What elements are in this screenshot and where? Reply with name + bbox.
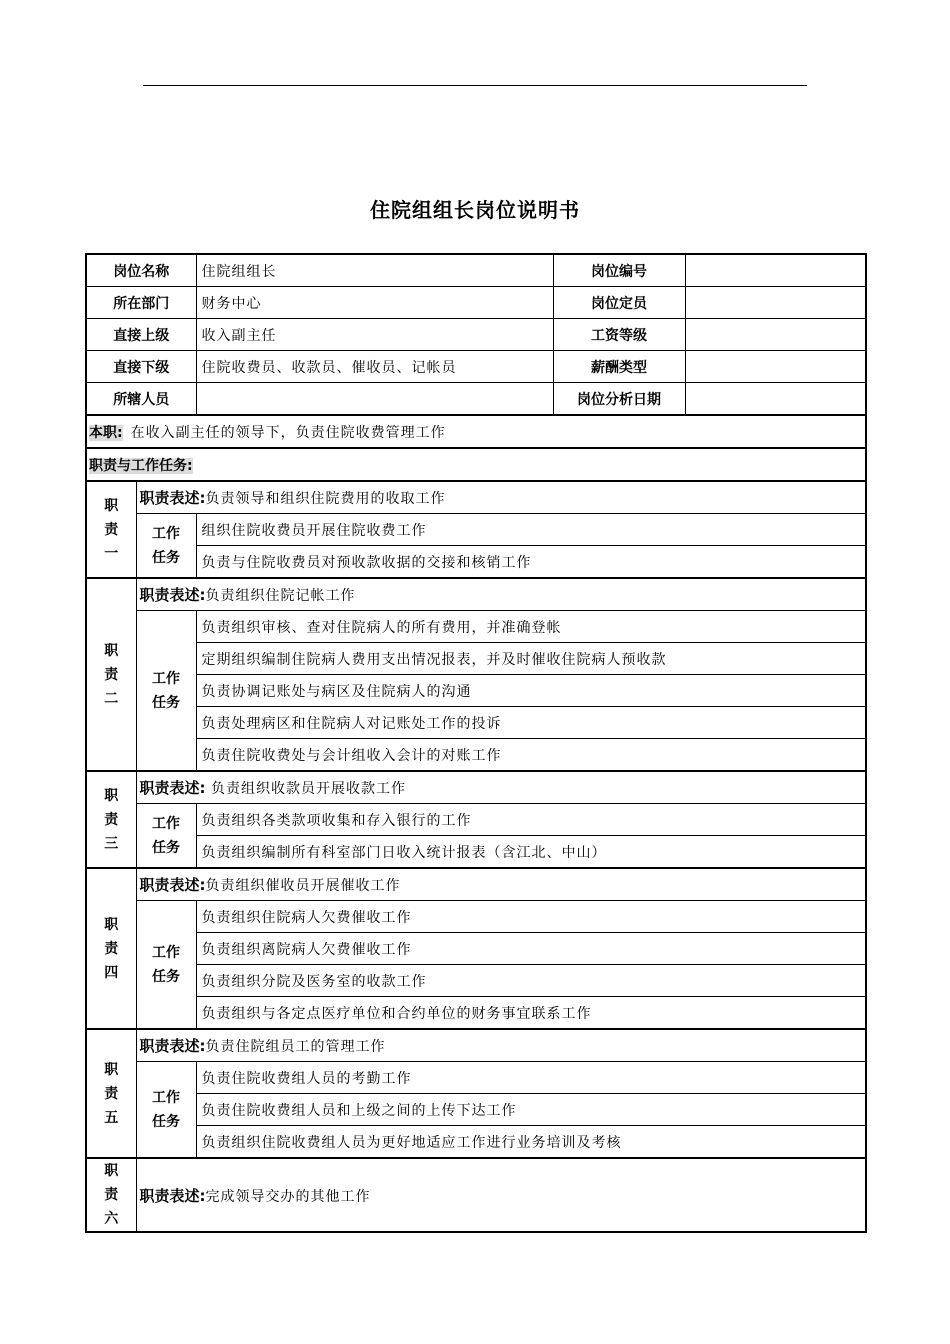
task-item: 负责处理病区和住院病人对记账处工作的投诉 (196, 707, 866, 739)
task-row (86, 965, 866, 997)
task-item: 负责协调记账处与病区及住院病人的沟通 (196, 675, 866, 707)
duties-header-row (86, 448, 866, 481)
info-row (86, 383, 866, 416)
duty-statement (136, 481, 866, 514)
task-item: 负责住院收费处与会计组收入会计的对账工作 (196, 739, 866, 772)
task-row (86, 1062, 866, 1094)
duty-name-char: 责 (104, 1187, 119, 1203)
duty-name-char: 责 (104, 521, 119, 538)
info-label: 直接上级 (86, 319, 196, 351)
statement-label: 职责表述: (139, 489, 206, 507)
task-label-word: 任务 (152, 694, 180, 711)
task-row (86, 707, 866, 739)
task-item: 负责组织审核、查对住院病人的所有费用，并准确登帐 (196, 611, 866, 643)
task-label-word: 任务 (152, 549, 180, 566)
task-item: 负责组织分院及医务室的收款工作 (196, 965, 866, 997)
duty-statement (136, 578, 866, 611)
page-title: 住院组组长岗位说明书 (370, 198, 580, 222)
duty-statement (136, 1029, 866, 1062)
info-value: 收入副主任 (196, 319, 553, 351)
statement-text: 负责组织住院记帐工作 (205, 588, 356, 604)
info-label: 所在部门 (86, 287, 196, 319)
task-label-word: 工作 (152, 670, 180, 687)
task-label-word: 工作 (152, 1089, 180, 1106)
info-label: 薪酬类型 (553, 351, 685, 383)
task-row (86, 546, 866, 579)
statement-label: 职责表述: (139, 586, 206, 604)
task-item: 负责组织各类款项收集和存入银行的工作 (196, 804, 866, 836)
duty-name (86, 1158, 136, 1232)
duty-name-char: 一 (104, 545, 119, 562)
duty-name-char: 职 (104, 497, 119, 514)
task-label (136, 804, 196, 869)
info-value (685, 254, 866, 287)
task-item: 负责组织与各定点医疗单位和合约单位的财务事宜联系工作 (196, 997, 866, 1030)
statement-text: 负责住院组员工的管理工作 (205, 1039, 386, 1055)
statement-text: 负责领导和组织住院费用的收取工作 (205, 491, 446, 507)
duty-statement (136, 771, 866, 804)
statement-label: 职责表述: (139, 779, 206, 797)
mission-label: 本职: (89, 424, 123, 441)
task-item: 负责组织离院病人欠费催收工作 (196, 933, 866, 965)
task-row (86, 836, 866, 869)
mission-row (86, 415, 866, 448)
duty-statement-row (86, 1029, 866, 1062)
info-row (86, 254, 866, 287)
task-label-word: 工作 (152, 815, 180, 832)
duty-statement-row (86, 1158, 866, 1232)
task-row (86, 739, 866, 772)
duty-name-char: 三 (104, 835, 119, 852)
duty-name-char: 职 (104, 787, 119, 804)
duty-name-char: 职 (104, 642, 119, 659)
task-item: 负责组织住院收费组人员为更好地适应工作进行业务培训及考核 (196, 1126, 866, 1159)
duty-name-char: 四 (104, 964, 119, 981)
duty-statement-row (86, 481, 866, 514)
info-row (86, 351, 866, 383)
info-value (685, 351, 866, 383)
info-value (685, 287, 866, 319)
task-row (86, 804, 866, 836)
task-row (86, 901, 866, 933)
duty-name-char: 五 (104, 1109, 119, 1126)
task-label (136, 514, 196, 579)
info-label: 岗位名称 (86, 254, 196, 287)
info-value: 财务中心 (196, 287, 553, 319)
duty-name-char: 责 (104, 940, 119, 957)
task-row (86, 611, 866, 643)
statement-text: 负责组织催收员开展催收工作 (205, 878, 401, 894)
info-value: 住院收费员、收款员、催收员、记帐员 (196, 351, 553, 383)
info-row (86, 319, 866, 351)
task-label-word: 工作 (152, 525, 180, 542)
info-label: 岗位定员 (553, 287, 685, 319)
task-label-word: 任务 (152, 968, 180, 985)
task-label-word: 任务 (152, 839, 180, 856)
info-label: 所辖人员 (86, 383, 196, 416)
duty-name-char: 职 (104, 1163, 119, 1179)
task-row (86, 1126, 866, 1159)
task-label (136, 611, 196, 772)
info-label: 岗位编号 (553, 254, 685, 287)
task-item: 负责组织住院病人欠费催收工作 (196, 901, 866, 933)
task-row (86, 933, 866, 965)
statement-text: 负责组织收款员开展收款工作 (205, 781, 406, 797)
info-value (685, 319, 866, 351)
duty-name-char: 责 (104, 811, 119, 828)
duty-statement-row (86, 578, 866, 611)
statement-label: 职责表述: (139, 876, 206, 894)
info-label: 工资等级 (553, 319, 685, 351)
duties-header: 职责与工作任务: (89, 457, 193, 474)
duties-header-cell (86, 448, 866, 481)
mission-text: 在收入副主任的领导下，负责住院收费管理工作 (130, 424, 446, 441)
statement-label: 职责表述: (139, 1037, 206, 1055)
task-item: 定期组织编制住院病人费用支出情况报表，并及时催收住院病人预收款 (196, 643, 866, 675)
duty-name (86, 578, 136, 771)
header-rule (143, 85, 807, 86)
task-row (86, 514, 866, 546)
task-item: 负责住院收费组人员的考勤工作 (196, 1062, 866, 1094)
info-row (86, 287, 866, 319)
duty-name (86, 481, 136, 578)
duty-statement-row (86, 771, 866, 804)
task-label (136, 1062, 196, 1159)
statement-label: 职责表述: (139, 1186, 206, 1205)
statement-text: 完成领导交办的其他工作 (205, 1188, 371, 1205)
duty-name (86, 771, 136, 868)
task-label (136, 901, 196, 1030)
duty-name-char: 职 (104, 1061, 119, 1078)
duty-name-char: 责 (104, 1085, 119, 1102)
task-row (86, 675, 866, 707)
info-value: 住院组组长 (196, 254, 553, 287)
task-item: 负责住院收费组人员和上级之间的上传下达工作 (196, 1094, 866, 1126)
task-label-word: 工作 (152, 944, 180, 961)
duty-name-char: 职 (104, 916, 119, 933)
task-label-word: 任务 (152, 1113, 180, 1130)
duty-name (86, 1029, 136, 1158)
task-row (86, 1094, 866, 1126)
duty-name-char: 六 (104, 1211, 119, 1227)
duty-statement-row (86, 868, 866, 901)
duty-statement (136, 1158, 866, 1232)
duty-statement (136, 868, 866, 901)
duty-name-char: 二 (104, 690, 119, 707)
job-description-table (85, 253, 867, 1233)
duty-name-char: 责 (104, 666, 119, 683)
info-value (196, 383, 553, 416)
task-row (86, 643, 866, 675)
task-item: 组织住院收费员开展住院收费工作 (196, 514, 866, 546)
info-label: 岗位分析日期 (553, 383, 685, 416)
task-item: 负责组织编制所有科室部门日收入统计报表（含江北、中山） (196, 836, 866, 869)
duty-name (86, 868, 136, 1029)
task-row (86, 997, 866, 1030)
info-value (685, 383, 866, 416)
mission-cell (86, 415, 866, 448)
task-item: 负责与住院收费员对预收款收据的交接和核销工作 (196, 546, 866, 579)
info-label: 直接下级 (86, 351, 196, 383)
